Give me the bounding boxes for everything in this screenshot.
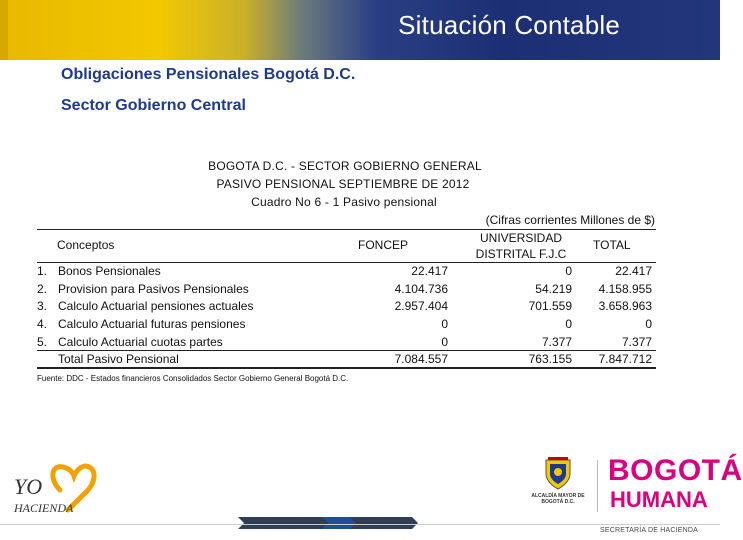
subtitle-sector: Sector Gobierno Central bbox=[61, 97, 246, 114]
row-foncep: 4.104.736 bbox=[394, 282, 448, 296]
row-foncep: 0 bbox=[441, 335, 448, 349]
escudo-bogota-icon bbox=[540, 456, 576, 492]
brand-bogota: BOGOTÁ bbox=[608, 454, 743, 487]
footer-divider bbox=[0, 524, 720, 525]
total-universidad: 763.155 bbox=[528, 352, 572, 366]
row-universidad: 0 bbox=[565, 317, 572, 331]
row-concepto: Provision para Pasivos Pensionales bbox=[58, 282, 249, 296]
row-total: 0 bbox=[645, 317, 652, 331]
table-rule-total bbox=[37, 350, 656, 351]
table-title-1: BOGOTA D.C. - SECTOR GOBIERNO GENERAL bbox=[208, 159, 482, 173]
column-header-universidad bbox=[462, 230, 580, 262]
row-total: 22.417 bbox=[615, 264, 652, 278]
header-accent-stripe bbox=[0, 0, 8, 60]
row-total: 4.158.955 bbox=[598, 282, 652, 296]
row-concepto: Calculo Actuarial pensiones actuales bbox=[58, 299, 254, 313]
table-row bbox=[0, 282, 720, 300]
table-row bbox=[0, 299, 720, 317]
table-row bbox=[0, 317, 720, 335]
row-universidad: 7.377 bbox=[541, 335, 572, 349]
secretaria-label: SECRETARÍA DE HACIENDA bbox=[600, 527, 699, 534]
total-total: 7.847.712 bbox=[598, 352, 652, 366]
column-header-universidad-line2: DISTRITAL F.J.C bbox=[475, 247, 567, 261]
yo-hacienda-heart-icon bbox=[12, 460, 102, 524]
row-concepto: Bonos Pensionales bbox=[58, 264, 161, 278]
row-foncep: 0 bbox=[441, 317, 448, 331]
row-concepto: Calculo Actuarial futuras pensiones bbox=[58, 317, 246, 331]
row-universidad: 54.219 bbox=[535, 282, 572, 296]
page-title: Situación Contable bbox=[398, 10, 620, 40]
table-title-2: PASIVO PENSIONAL SEPTIEMBRE DE 2012 bbox=[216, 177, 470, 191]
row-foncep: 2.957.404 bbox=[394, 299, 448, 313]
table-source-note: Fuente: DDC - Estados financieros Consolidados Sector Gobierno General Bogotá D.C. bbox=[37, 374, 349, 383]
table-units: (Cifras corrientes Millones de $) bbox=[485, 213, 655, 227]
row-universidad: 701.559 bbox=[528, 299, 572, 313]
subtitle-obligaciones: Obligaciones Pensionales Bogotá D.C. bbox=[61, 66, 356, 83]
row-concepto: Calculo Actuarial cuotas partes bbox=[58, 335, 223, 349]
column-header-foncep: FONCEP bbox=[358, 238, 409, 252]
row-number: 1. bbox=[37, 264, 48, 278]
table-title-3: Cuadro No 6 - 1 Pasivo pensional bbox=[251, 195, 437, 209]
row-number: 5. bbox=[37, 335, 48, 349]
total-concepto: Total Pasivo Pensional bbox=[58, 352, 179, 366]
escudo-label: ALCALDÍA MAYOR DE BOGOTÁ D.C. bbox=[531, 493, 585, 505]
brand-humana: HUMANA bbox=[610, 487, 708, 512]
row-number: 2. bbox=[37, 282, 48, 296]
row-universidad: 0 bbox=[565, 264, 572, 278]
row-total: 7.377 bbox=[621, 335, 652, 349]
row-number: 3. bbox=[37, 299, 48, 313]
logo-separator bbox=[597, 460, 598, 512]
yo-hacienda-logo bbox=[12, 460, 102, 524]
table-rule-header bbox=[37, 262, 656, 263]
table-row bbox=[0, 264, 720, 282]
column-header-conceptos: Conceptos bbox=[57, 238, 115, 252]
logo-yo-text: YO bbox=[14, 474, 43, 499]
column-header-total: TOTAL bbox=[593, 238, 631, 252]
table-rule-bottom bbox=[37, 367, 656, 369]
row-total: 3.658.963 bbox=[598, 299, 652, 313]
column-header-universidad-line1: UNIVERSIDAD bbox=[479, 231, 562, 245]
header-banner bbox=[0, 0, 720, 60]
row-foncep: 22.417 bbox=[411, 264, 448, 278]
chevron-step-icon bbox=[378, 517, 418, 529]
row-number: 4. bbox=[37, 317, 48, 331]
logo-hacienda-text: HACIENDA bbox=[14, 501, 74, 515]
total-foncep: 7.084.557 bbox=[394, 352, 448, 366]
